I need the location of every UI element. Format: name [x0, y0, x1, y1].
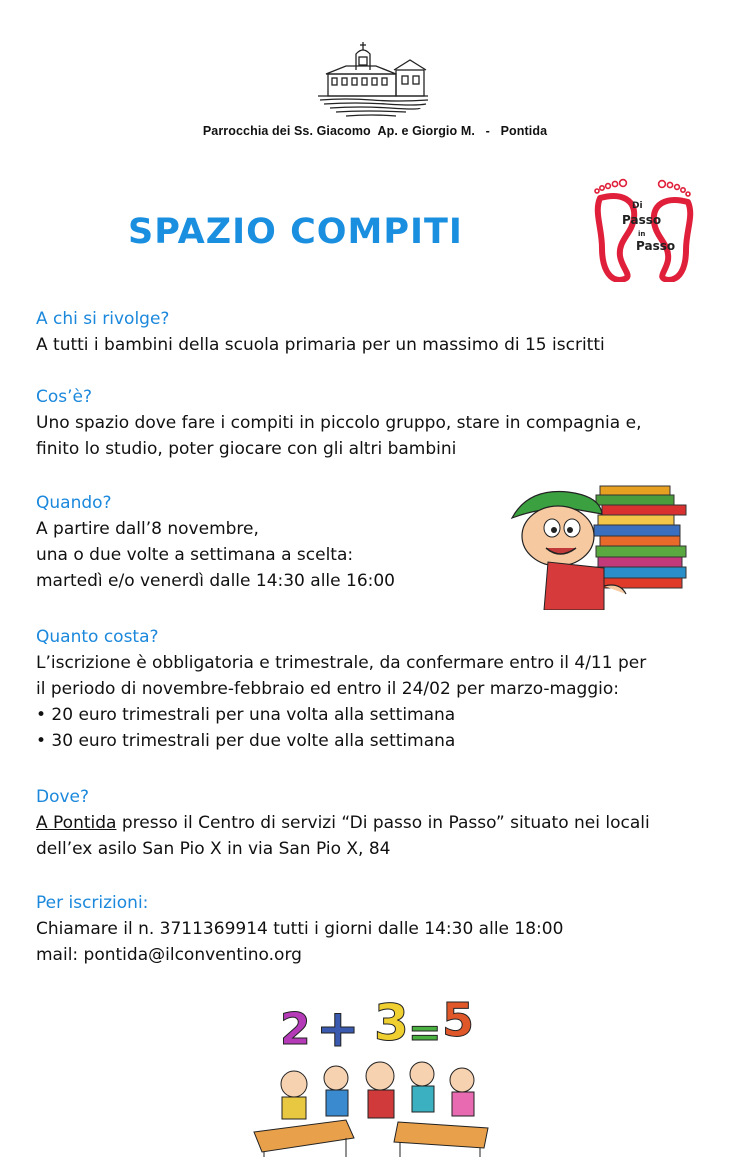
section-where — [36, 784, 650, 862]
section-heading: Dove? — [36, 787, 90, 807]
section-line: Uno spazio dove fare i compiti in piccolo gruppo, stare in compagnia e, — [36, 413, 642, 433]
section-line: il periodo di novembre-febbraio ed entro il 24/02 per marzo-maggio: — [36, 679, 619, 699]
section-what — [36, 384, 641, 462]
church-illustration — [316, 40, 431, 120]
section-heading: Quando? — [36, 493, 112, 513]
section-line: martedì e/o venerdì dalle 14:30 alle 16:00 — [36, 571, 395, 591]
math-symbol: 3 — [374, 994, 409, 1052]
section-cost — [36, 624, 646, 754]
contact-phone: Chiamare il n. 3711369914 tutti i giorni dalle 14:30 alle 18:00 — [36, 919, 564, 939]
bullet-item: • 20 euro trimestrali per una volta alla settimana — [36, 705, 456, 725]
section-line: A partire dall’8 novembre, — [36, 519, 259, 539]
math-symbol: 2 — [280, 1004, 311, 1055]
section-line: A tutti i bambini della scuola primaria per un massimo di 15 iscritti — [36, 335, 605, 355]
page-title: SPAZIO COMPITI — [128, 212, 463, 252]
section-line — [36, 810, 650, 836]
section-heading: Quanto costa? — [36, 627, 159, 647]
math-symbol: 5 — [442, 993, 475, 1047]
logo-text-in: in — [638, 230, 646, 238]
section-line: finito lo studio, poter giocare con gli altri bambini — [36, 439, 457, 459]
bullet-item: • 30 euro trimestrali per due volte alla settimana — [36, 731, 456, 751]
section-heading: Cos’è? — [36, 387, 93, 407]
kids-math-illustration — [250, 992, 500, 1157]
math-symbol: = — [408, 1010, 442, 1056]
section-line: L’iscrizione è obbligatoria e trimestrale, da confermare entro il 4/11 per — [36, 653, 647, 673]
section-when — [36, 490, 395, 594]
contact-email: mail: pontida@ilconventino.org — [36, 945, 302, 965]
section-line: una o due volte a settimana a scelta: — [36, 545, 354, 565]
section-target — [36, 306, 605, 358]
section-signup — [36, 890, 563, 968]
section-heading: Per iscrizioni: — [36, 893, 149, 913]
place-description: presso il Centro di servizi “Di passo in Passo” situato nei locali — [116, 813, 650, 833]
parish-name: Parrocchia dei Ss. Giacomo Ap. e Giorgio M. - Pontida — [202, 124, 548, 138]
section-line: dell’ex asilo San Pio X in via San Pio X, 84 — [36, 839, 391, 859]
di-passo-in-passo-logo — [592, 178, 697, 282]
logo-text-di: Di — [632, 201, 643, 211]
section-heading: A chi si rivolge? — [36, 309, 170, 329]
kid-with-books-illustration — [508, 478, 723, 610]
math-symbol: + — [316, 999, 360, 1059]
logo-text-passo-1: Passo — [622, 213, 662, 227]
logo-text-passo-2: Passo — [636, 239, 676, 253]
place-name: A Pontida — [36, 813, 117, 833]
